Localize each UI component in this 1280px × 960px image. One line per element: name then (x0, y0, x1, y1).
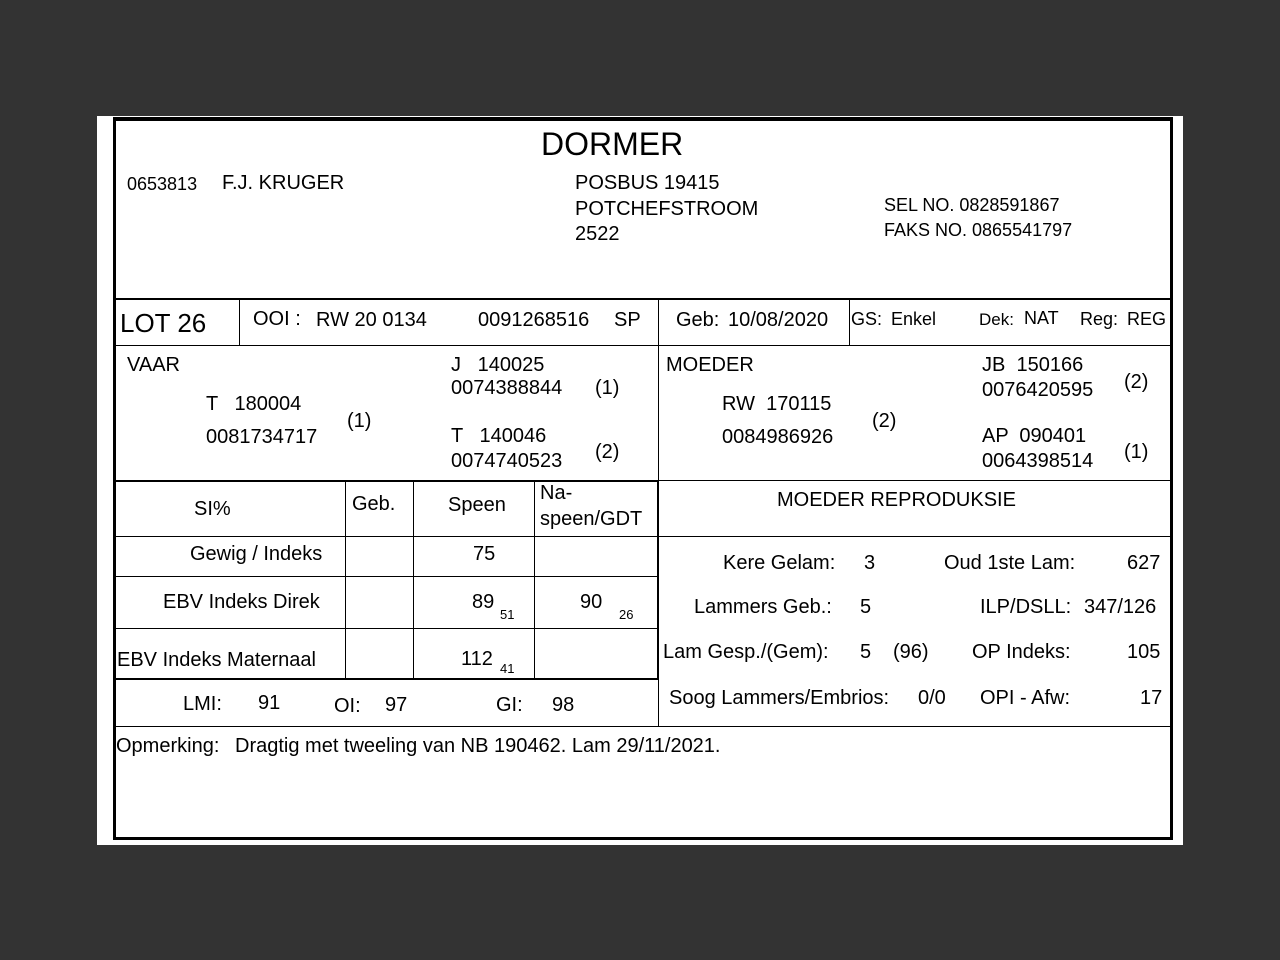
oi-value: 97 (385, 694, 408, 716)
owner-code: 0653813 (127, 174, 198, 194)
sire-dam-id: T 140046 (451, 425, 547, 447)
cell-number: SEL NO. 0828591867 (884, 195, 1060, 215)
ebv-maternal-weaning-accuracy: 41 (500, 661, 515, 676)
divider (113, 628, 659, 629)
lambs-weaned-value: 5 (860, 641, 872, 663)
dam-dam-id: AP 090401 (982, 425, 1087, 447)
dam-dam-reg-number: 0064398514 (982, 450, 1094, 472)
lambs-born-value: 5 (860, 596, 872, 618)
ebv-maternal-label: EBV Indeks Maternaal (117, 649, 316, 671)
sire-sire-reg-number: 0074388844 (451, 377, 563, 399)
divider (658, 480, 1173, 481)
dam-sire-id: JB 150166 (982, 354, 1084, 376)
sire-dam-count: (2) (595, 441, 620, 463)
sire-reg-number: 0081734717 (206, 426, 318, 448)
birth-status-label: GS: (851, 309, 883, 329)
ilp-dsll-value: 347/126 (1084, 596, 1157, 618)
divider (658, 536, 1173, 537)
dam-dam-count: (1) (1124, 441, 1149, 463)
mating-label: Dek: (979, 310, 1014, 329)
address-line-1: POSBUS 19415 (575, 172, 720, 194)
lambs-weaned-average: (96) (893, 641, 929, 663)
sire-id: T 180004 (206, 393, 302, 415)
gi-value: 98 (552, 694, 575, 716)
divider (113, 480, 659, 482)
divider (849, 299, 850, 345)
suckled-lambs-value: 0/0 (918, 687, 946, 709)
divider (345, 481, 346, 679)
times-lambed-value: 3 (864, 552, 876, 574)
lambs-born-label: Lammers Geb.: (694, 596, 832, 618)
times-lambed-label: Kere Gelam: (723, 552, 836, 574)
ewe-reg-number: 0091268516 (478, 309, 590, 331)
divider (239, 299, 240, 345)
birth-weight-header: Geb. (352, 493, 396, 515)
dam-sire-count: (2) (1124, 371, 1149, 393)
remarks-label: Opmerking: (116, 735, 220, 757)
ebv-maternal-weaning: 112 (461, 648, 493, 670)
registration-label: Reg: (1080, 309, 1119, 329)
divider (113, 345, 1173, 346)
divider (113, 536, 659, 537)
mating-type: NAT (1024, 308, 1059, 328)
opi-deviation-value: 17 (1140, 687, 1163, 709)
address-line-3: 2522 (575, 223, 620, 245)
gi-label: GI: (496, 694, 523, 716)
remarks-text: Dragtig met tweeling van NB 190462. Lam 29/11/2021. (235, 735, 721, 757)
weight-index-weaning: 75 (473, 543, 496, 565)
ebv-direct-weaning: 89 (472, 591, 495, 613)
ebv-direct-weaning-accuracy: 51 (500, 607, 515, 622)
lmi-value: 91 (258, 692, 281, 714)
oi-label: OI: (334, 695, 361, 717)
registration-status: REG (1127, 309, 1167, 329)
ewe-grade: SP (614, 309, 641, 331)
op-index-value: 105 (1127, 641, 1161, 663)
lot-number: LOT 26 (120, 308, 207, 338)
ewe-label: OOI : (253, 308, 301, 330)
dam-id: RW 170115 (722, 393, 832, 415)
divider (413, 481, 414, 679)
divider (113, 678, 659, 680)
sire-sire-id: J 140025 (451, 354, 545, 376)
si-header: SI% (194, 498, 231, 520)
divider (658, 299, 659, 345)
ebv-direct-label: EBV Indeks Direk (163, 591, 320, 613)
divider (113, 726, 1173, 727)
divider (534, 481, 535, 679)
sire-sire-count: (1) (595, 377, 620, 399)
op-index-label: OP Indeks: (972, 641, 1071, 663)
age-first-lamb-value: 627 (1127, 552, 1161, 574)
sire-dam-reg-number: 0074740523 (451, 450, 563, 472)
post-weaning-header-1: Na- (540, 482, 573, 504)
lmi-label: LMI: (183, 693, 222, 715)
age-first-lamb-label: Oud 1ste Lam: (944, 552, 1076, 574)
divider (113, 576, 659, 577)
divider (113, 298, 1173, 300)
reproduction-title: MOEDER REPRODUKSIE (777, 489, 1016, 511)
dam-count: (2) (872, 410, 897, 432)
breed-title: DORMER (541, 126, 684, 162)
birth-status: Enkel (891, 309, 937, 329)
ewe-id: RW 20 0134 (316, 309, 427, 331)
fax-number: FAKS NO. 0865541797 (884, 220, 1073, 240)
lambs-weaned-label: Lam Gesp./(Gem): (663, 641, 829, 663)
weaning-header: Speen (448, 494, 506, 516)
address-line-2: POTCHEFSTROOM (575, 198, 759, 220)
dam-sire-reg-number: 0076420595 (982, 379, 1094, 401)
birth-label: Geb: (676, 309, 720, 331)
birth-date: 10/08/2020 (728, 309, 829, 331)
dam-reg-number: 0084986926 (722, 426, 834, 448)
divider (657, 481, 659, 679)
opi-deviation-label: OPI - Afw: (980, 687, 1071, 709)
ebv-direct-post-weaning: 90 (580, 591, 603, 613)
dam-label: MOEDER (666, 354, 754, 376)
ilp-dsll-label: ILP/DSLL: (980, 596, 1072, 618)
sire-label: VAAR (127, 354, 180, 376)
owner-name: F.J. KRUGER (222, 172, 345, 194)
ebv-direct-post-weaning-accuracy: 26 (619, 607, 634, 622)
weight-index-label: Gewig / Indeks (190, 543, 323, 565)
suckled-lambs-label: Soog Lammers/Embrios: (669, 687, 890, 709)
sire-count: (1) (347, 410, 372, 432)
post-weaning-header-2: speen/GDT (540, 508, 643, 530)
